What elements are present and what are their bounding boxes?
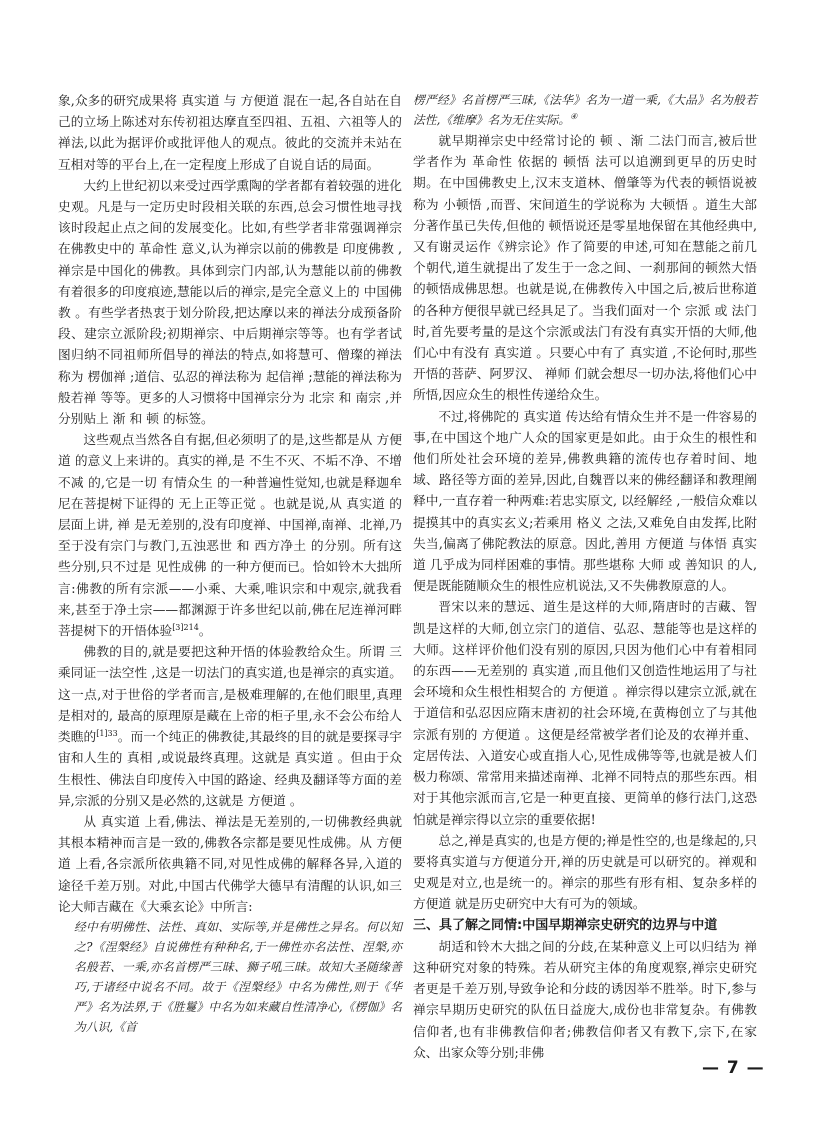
paragraph: 从 真实道 上看,佛法、禅法是无差别的,一切佛教经典就其根本精神而言是一致的,佛教各宗都是要见性成佛。从 方便道 上看,各宗派所依典籍不同,对见性成佛的解释各异,入道的途径千差万别。对此,中国古代佛学大德早有清醒的认识,如三论大师吉藏在《大乘玄论》中所言: — [58, 813, 402, 914]
quote-text: 楞严经》名首楞严三昧,《法华》名为一道一乘,《大品》名为般若法性,《维摩》名为无住实际。 — [413, 93, 757, 127]
paragraph-text: 。而一个纯正的佛教徒,其最终的目的就是要探寻宇宙和人生的 真相 ,或说最终真理。这就是 真实道 。但由于众生根性、佛法自印度传入中国的路途、经典及翻译等方面的差异,宗派的分别又是必然的,这就是 方便道 。 — [58, 729, 402, 808]
paragraph: 总之,禅是真实的,也是方便的;禅是性空的,也是缘起的,只要将真实道与方便道分开,禅的历史就是可以研究的。禅观和史观是对立,也是统一的。禅宗的那些有形有相、复杂多样的 方便道 就是历史研究中大有可为的领域。 — [413, 832, 757, 912]
paragraph: 胡适和铃木大拙之间的分歧,在某种意义上可以归结为 禅 这种研究对象的特殊。若从研究主体的角度观察,禅宗史研究者更是千差万别,导致争论和分歧的诱因举不胜举。时下,参与禅宗早期历史研究的队伍日益庞大,成份也非常复杂。有佛教信仰者,也有非佛教信仰者;佛教信仰者又有教下,宗下,在家众、出家众等分别;非佛 — [413, 938, 757, 1060]
paragraph-text: 。 — [198, 623, 212, 639]
citation: [1]33 — [96, 728, 118, 738]
paragraph-text: 这些观点当然各自有据,但必须明了的是,这些都是从 方便道 的意义上来讲的。真实的禅,是 不生不灭、不垢不净、不增不减 的,它是一切 有情众生 的一种普遍性觉知,也就是释迦牟尼在菩提树下证得的 无上正等正觉 。也就是说,从 真实道 的层面上讲, 禅 是无差别的,没有印度禅、中国禅,南禅、北禅,乃至于没有宗门与教门,五浊恶世 和 西方净土 的分别。所有这些分别,只不过是 见性成佛 的一种方便而已。恰如铃木大拙所言:佛教的所有宗派——小乘、大乘,唯识宗和中观宗,就我看来,甚至于净土宗——都渊源于许多世纪以前,佛在尼连禅河畔菩提树下的开悟体验 — [58, 432, 402, 639]
paragraph — [58, 429, 402, 641]
paragraph: 晋宋以来的慧远、道生是这样的大师,隋唐时的吉藏、智凯是这样的大师,创立宗门的道信、弘忍、慧能等也是这样的大师。这样评价他们没有别的原因,只因为他们心中有着相同的东西——无差别的 真实道 ,而且他们又创造性地运用了与社会环境和众生根性相契合的 方便道 。禅宗得以建宗立派,就在于道信和弘忍因应隋末唐初的社会环境,在黄梅创立了与其他宗派有别的 方便道 。这便是经常被学者们论及的农禅并重、定居传法、入道安心或直指人心,见性成佛等等,也就是被人们极力称颂、常常用来描述南禅、北禅不同特点的那些东西。相对于其他宗派而言,它是一种更直接、更简单的修行法门,这恐怕就是禅宗得以立宗的重要依据! — [413, 599, 757, 827]
block-quote-continued — [413, 90, 757, 130]
paragraph — [58, 641, 402, 811]
left-column — [58, 90, 402, 1037]
paragraph: 就早期禅宗史中经常讨论的 顿 、渐 二法门而言,被后世学者作为 革命性 依据的 顿悟 法可以追溯到更早的历史时期。在中国佛教史上,汉末支道林、僧肇等为代表的顿悟说被称为 小顿悟 ,而晋、宋间道生的学说称为 大顿悟 。道生大部分著作虽已失传,但他的 顿悟说还是零星地保留在其他经典中,又有谢灵运作《辨宗论》作了简要的申述,可知在慧能之前几个朝代,道生就提出了发生于一念之间、一刹那间的顿然大悟的顿悟成佛思想。也就是说,在佛教传入中国之后,被后世称道的各种方便很早就已经具足了。当我们面对一个 宗派 或 法门 时,首先要考量的是这个宗派或法门有没有真实开悟的大师,他们心中有没有 真实道 。只要心中有了 真实道 ,不论何时,那些开悟的菩萨、阿罗汉、 禅师 们就会想尽一切办法,将他们心中所悟,因应众生的根性传递给众生。 — [413, 133, 757, 403]
footnote-marker: ④ — [570, 112, 578, 122]
right-column — [413, 90, 757, 1063]
block-quote: 经中有明佛性、法性、真如、实际等,并是佛性之异名。何以知之?《涅槃经》自说佛性有种种名,于一佛性亦名法性、涅槃,亦名般若、一乘,亦名首楞严三昧、狮子吼三昧。故知大圣随缘善巧,于诸经中说名不同。故于《涅槃经》中名为佛性,则于《华严》名为法界,于《胜鬘》中名为如来藏自性清净心,《楞伽》名为八识,《首 — [74, 919, 402, 1034]
page-number: — 7 — — [702, 1058, 765, 1078]
paragraph: 大约上世纪初以来受过西学熏陶的学者都有着较强的进化史观。凡是与一定历史时段相关联的东西,总会习惯性地寻找该时段起止点之间的发展变化。比如,有些学者非常强调禅宗在佛教史中的 革命性 意义,认为禅宗以前的佛教是 印度佛教 ,禅宗是中国化的佛教。具体到宗门内部,认为慧能以前的佛教有着很多的印度痕迹,慧能以后的禅宗,是完全意义上的 中国佛教 。有些学者热衷于划分阶段,把达摩以来的禅法分成预备阶段、建宗立派阶段;初期禅宗、中后期禅宗等等。也有学者试图归纳不同祖师所倡导的禅法的特点,如将慧可、僧璨的禅法称为 楞伽禅 ;道信、弘忍的禅法称为 起信禅 ;慧能的禅法称为 般若禅 等等。更多的人习惯将中国禅宗分为 北宗 和 南宗 ,并分别贴上 渐 和 顿 的标签。 — [58, 177, 402, 427]
section-heading: 三、具了解之同情:中国早期禅宗史研究的边界与中道 — [413, 917, 718, 933]
citation: [3]214 — [172, 622, 199, 632]
paragraph-text: 佛教的目的,就是要把这种开悟的体验教给众生。所谓 三乘同证一法空性 ,这是一切法门的真实道,也是禅宗的真实道。这一点,对于世俗的学者而言,是极难理解的,在他们眼里,真理是相对的, 最高的原理原是藏在上帝的柜子里,永不会公布给人类瞧的 — [58, 644, 402, 745]
paragraph: 象,众多的研究成果将 真实道 与 方便道 混在一起,各自站在自己的立场上陈述对东传初祖达摩直至四祖、五祖、六祖等人的禅法,以此为据评价或批评他人的观点。彼此的交流并未站在互相对等的平台上,在一定程度上形成了自说自话的局面。 — [58, 93, 402, 172]
paragraph: 不过,将佛陀的 真实道 传达给有情众生并不是一件容易的事,在中国这个地广人众的国家更是如此。由于众生的根性和他们所处社会环境的差异,佛教典籍的流传也存着时间、地域、路径等方面的差异,因此,自魏晋以来的佛经翻译和教理阐释中,一直存着一种两难:若忠实原文, 以经解经 ,一般信众难以提摸其中的真实玄义;若乘用 格义 之法,又难免自由发挥,比附失当,偏离了佛陀教法的原意。因此,善用 方便道 与体悟 真实道 几乎成为同样困难的事情。那些堪称 大师 或 善知识 的人,便是既能随顺众生的根性应机说法,又不失佛教原意的人。 — [413, 408, 757, 594]
